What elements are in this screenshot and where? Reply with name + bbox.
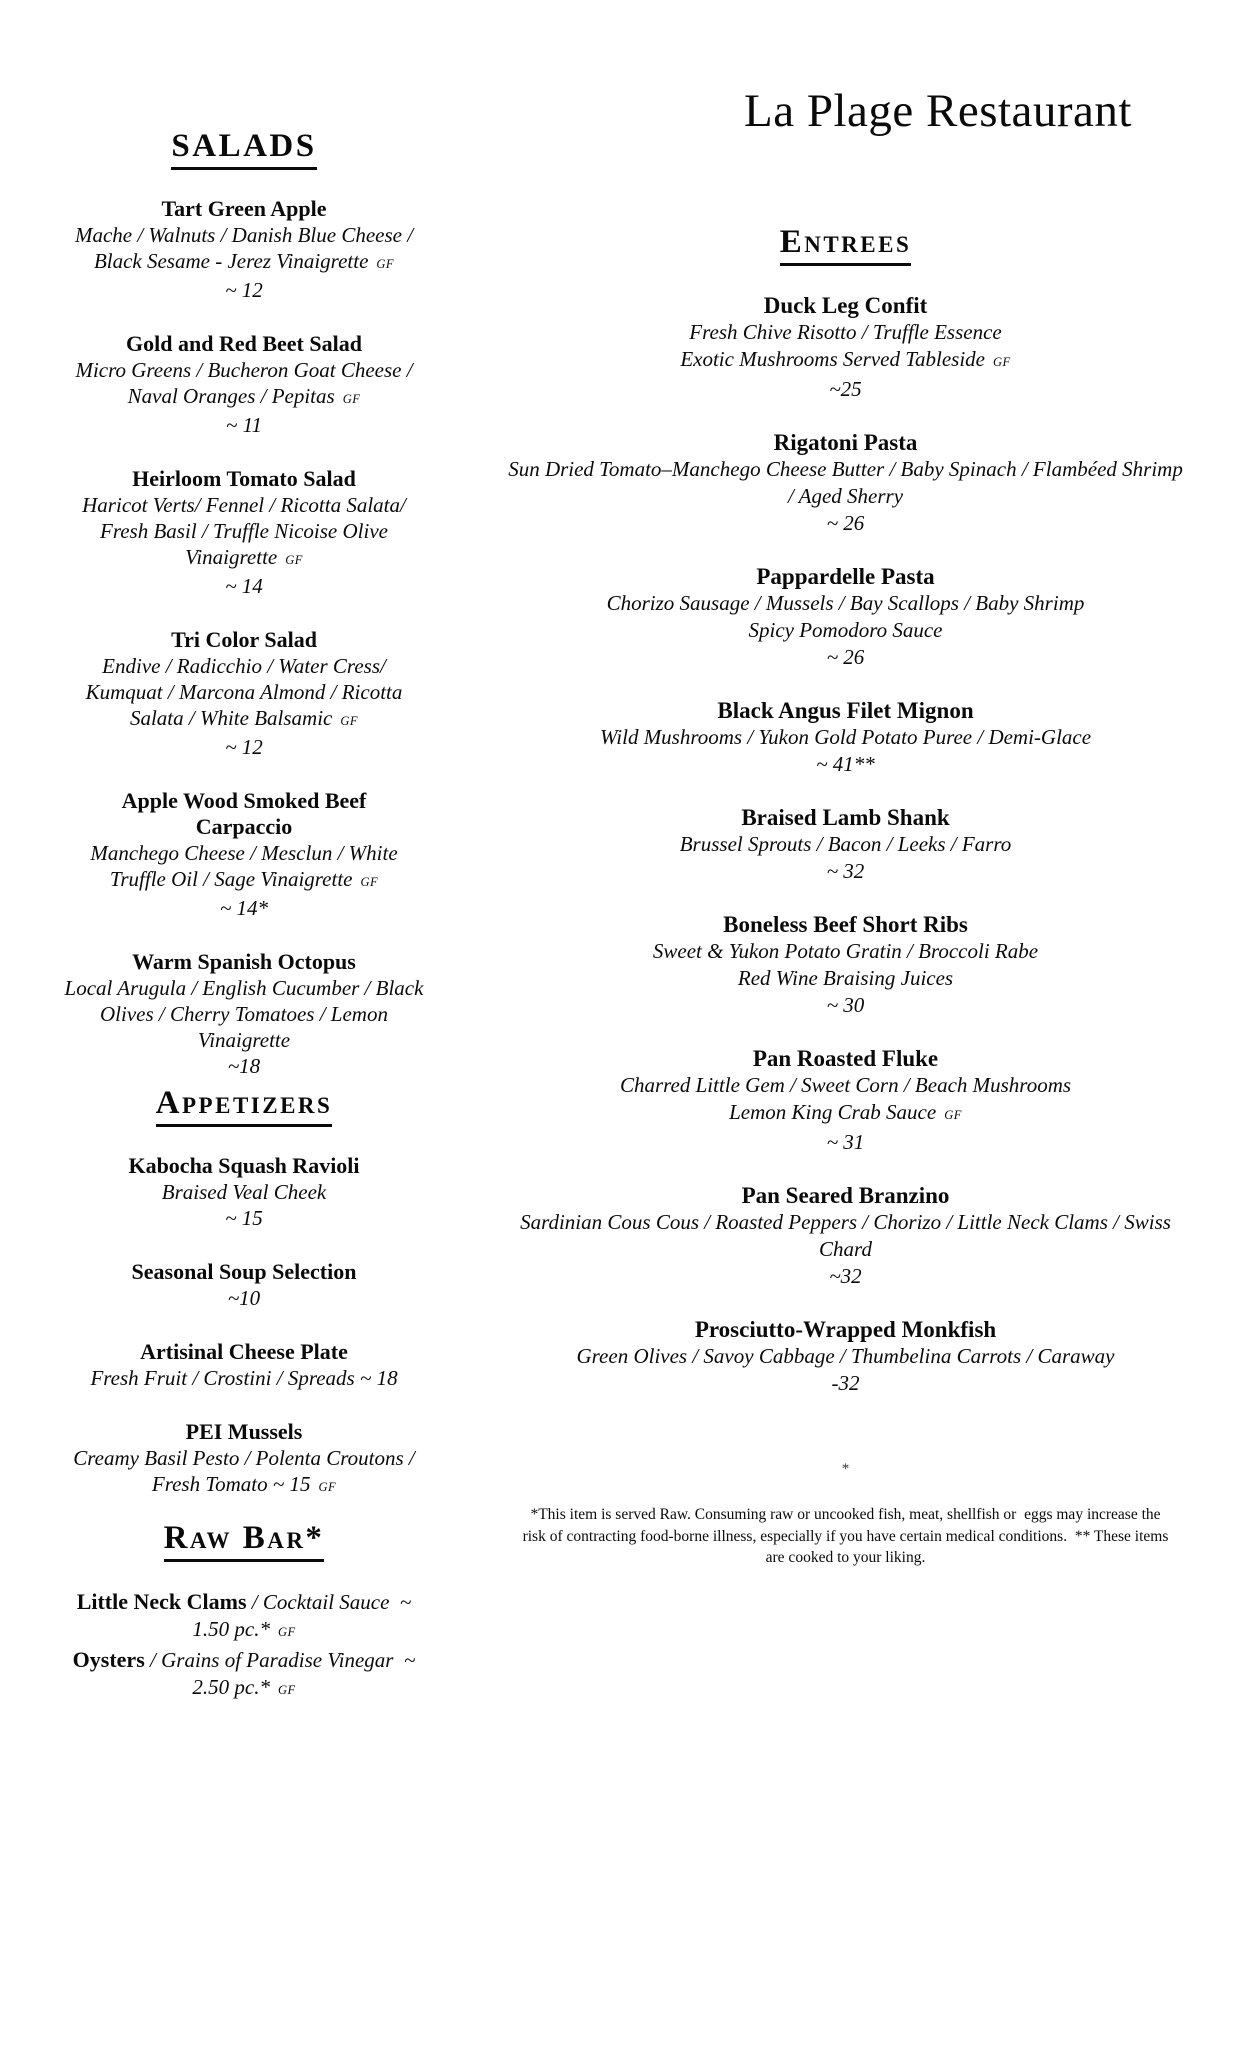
menu-section: [48, 1518, 440, 1704]
item-description: Brussel Sprouts / Bacon / Leeks / Farro: [679, 832, 1012, 856]
menu-item: [503, 804, 1188, 885]
item-name: Pappardelle Pasta: [756, 564, 935, 589]
item-price: ~ 31: [826, 1130, 865, 1154]
item-description: Braised Veal Cheek: [161, 1180, 327, 1204]
item-description: Haricot Verts/ Fennel / Ricotta Salata/: [82, 493, 406, 517]
menu-item: [48, 196, 440, 303]
item-description: Green Olives / Savoy Cabbage / Thumbelina Carrots / Caraway: [576, 1344, 1115, 1368]
item-description: Red Wine Braising Juices: [737, 966, 954, 990]
menu-item: [503, 1045, 1188, 1156]
menu-section: [48, 1083, 440, 1500]
entrees-item-list: [503, 292, 1188, 1397]
raw-item-description: / Cocktail Sauce ~: [246, 1590, 412, 1614]
item-name: Kabocha Squash Ravioli: [128, 1153, 360, 1178]
footnote: [503, 1504, 1188, 1569]
item-description: Naval Oranges / Pepitas GF: [127, 384, 361, 408]
gf-badge: GF: [285, 553, 303, 567]
item-description: Sardinian Cous Cous / Roasted Peppers / Chorizo / Little Neck Clams / Swiss: [520, 1210, 1171, 1234]
item-price: -32: [831, 1371, 860, 1395]
item-description: Creamy Basil Pesto / Polenta Croutons /: [73, 1446, 415, 1470]
item-price: ~ 26: [826, 645, 865, 669]
item-description: Exotic Mushrooms Served Tableside GF: [680, 347, 1011, 371]
item-price: ~ 26: [826, 511, 865, 535]
item-description: Spicy Pomodoro Sauce: [748, 618, 943, 642]
item-price: ~25: [829, 377, 862, 401]
gf-badge: GF: [944, 1108, 962, 1122]
section-heading: [48, 1518, 440, 1562]
item-description: Fresh Chive Risotto / Truffle Essence: [689, 320, 1002, 344]
item-name: Tri Color Salad: [171, 627, 317, 652]
section-heading-text: Appetizers: [156, 1083, 333, 1127]
item-description: Sun Dried Tomato–Manchego Cheese Butter / Baby Spinach / Flambéed Shrimp: [508, 457, 1183, 481]
item-description: Chorizo Sausage / Mussels / Bay Scallops / Baby Shrimp: [606, 591, 1085, 615]
item-name: Boneless Beef Short Ribs: [723, 912, 968, 937]
item-price: ~ 11: [225, 413, 263, 437]
gf-badge: GF: [376, 257, 395, 271]
gf-badge: GF: [992, 355, 1011, 369]
item-name: Braised Lamb Shank: [741, 805, 950, 830]
menu-item: [48, 466, 440, 599]
raw-item-name: Oysters: [72, 1647, 145, 1672]
raw-item-price: 1.50 pc.* GF: [192, 1617, 296, 1641]
item-price: ~18: [227, 1054, 261, 1078]
gf-badge: GF: [277, 1683, 296, 1697]
footnote-line: *This item is served Raw. Consuming raw or uncooked fish, meat, shellfish or eggs may increase the: [530, 1506, 1161, 1523]
item-price: ~ 32: [826, 859, 865, 883]
item-description: Truffle Oil / Sage Vinaigrette GF: [109, 867, 379, 891]
left-column: [48, 126, 440, 1704]
menu-item: [503, 1182, 1188, 1290]
raw-bar-item: [48, 1646, 440, 1674]
item-name: Pan Seared Branzino: [741, 1183, 950, 1208]
item-description: / Aged Sherry: [787, 484, 904, 508]
item-description: Micro Greens / Bucheron Goat Cheese /: [75, 358, 413, 382]
raw-item-name: Little Neck Clams: [76, 1589, 247, 1614]
item-description: Fresh Basil / Truffle Nicoise Olive: [100, 519, 388, 543]
item-price: ~ 12: [225, 735, 263, 759]
item-name: PEI Mussels: [185, 1419, 303, 1444]
item-description: Sweet & Yukon Potato Gratin / Broccoli Rabe: [652, 939, 1039, 963]
item-description: Mache / Walnuts / Danish Blue Cheese /: [74, 223, 414, 247]
item-price: ~32: [829, 1264, 862, 1288]
section-heading-entrees: [503, 222, 1188, 266]
gf-badge: GF: [342, 392, 361, 406]
menu-item: [48, 1153, 440, 1231]
menu-item: [503, 292, 1188, 403]
gf-badge: GF: [277, 1625, 296, 1639]
item-description: Black Sesame - Jerez Vinaigrette GF: [93, 249, 395, 273]
menu-item: [48, 1339, 440, 1391]
item-description: Kumquat / Marcona Almond / Ricotta: [85, 680, 403, 704]
item-description: Endive / Radicchio / Water Cress/: [102, 654, 386, 678]
section-heading-text: Entrees: [780, 222, 912, 266]
item-name: Duck Leg Confit: [763, 293, 928, 318]
gf-badge: GF: [340, 714, 359, 728]
footnote-line: risk of contracting food-borne illness, especially if you have certain medical conditions. ** These items: [522, 1527, 1169, 1545]
item-description: Manchego Cheese / Mesclun / White: [90, 841, 398, 865]
section-heading-text: SALADS: [171, 126, 316, 170]
item-name: Apple Wood Smoked Beef: [121, 788, 367, 813]
right-column: [503, 222, 1188, 1569]
item-name: Heirloom Tomato Salad: [132, 466, 356, 491]
item-price: ~ 30: [826, 993, 865, 1017]
footnote-star: *: [841, 1461, 850, 1477]
menu-item: [503, 697, 1188, 778]
item-description: Lemon King Crab Sauce GF: [729, 1100, 962, 1124]
item-name: Rigatoni Pasta: [773, 430, 918, 455]
section-heading-text: Raw Bar*: [164, 1518, 325, 1562]
menu-item: [48, 627, 440, 760]
item-description: Charred Little Gem / Sweet Corn / Beach Mushrooms: [619, 1073, 1072, 1097]
menu-item: [48, 1419, 440, 1500]
section-heading: [48, 1083, 440, 1127]
footnote-line: are cooked to your liking.: [765, 1549, 926, 1566]
menu-item: [48, 949, 440, 1079]
item-description: Salata / White Balsamic GF: [129, 706, 359, 730]
item-price: ~ 14: [225, 574, 263, 598]
item-name: Carpaccio: [195, 814, 293, 839]
restaurant-title: La Plage Restaurant: [744, 85, 1132, 137]
item-price: ~ 41**: [816, 752, 875, 776]
menu-item: [503, 911, 1188, 1019]
raw-item-description: / Grains of Paradise Vinegar ~: [144, 1648, 416, 1672]
raw-bar-item: [48, 1588, 440, 1616]
item-name: Seasonal Soup Selection: [131, 1259, 357, 1284]
item-name: Tart Green Apple: [161, 196, 327, 221]
menu-item: [503, 1316, 1188, 1397]
item-price: ~ 12: [225, 278, 263, 302]
item-name: Black Angus Filet Mignon: [717, 698, 974, 723]
raw-item-price: 2.50 pc.* GF: [192, 1675, 296, 1699]
section-heading: [48, 126, 440, 170]
item-name: Artisinal Cheese Plate: [140, 1339, 348, 1364]
item-price: ~10: [227, 1286, 261, 1310]
item-description: Olives / Cherry Tomatoes / Lemon: [100, 1002, 388, 1026]
menu-item: [48, 331, 440, 438]
menu-section: [48, 126, 440, 1079]
item-name: Gold and Red Beet Salad: [126, 331, 362, 356]
item-description: Local Arugula / English Cucumber / Black: [64, 976, 424, 1000]
item-name: Warm Spanish Octopus: [132, 949, 356, 974]
item-description: Wild Mushrooms / Yukon Gold Potato Puree / Demi-Glace: [599, 725, 1092, 749]
item-description: Fresh Tomato ~ 15 GF: [151, 1472, 337, 1496]
menu-item: [503, 563, 1188, 671]
menu-item: [48, 788, 440, 921]
menu-item: [48, 1259, 440, 1311]
item-description: Fresh Fruit / Crostini / Spreads ~ 18: [90, 1366, 398, 1390]
item-name: Pan Roasted Fluke: [752, 1046, 939, 1071]
item-price: ~ 15: [225, 1206, 263, 1230]
item-name: Prosciutto-Wrapped Monkfish: [694, 1317, 997, 1342]
gf-badge: GF: [360, 875, 379, 889]
item-description: Vinaigrette GF: [185, 545, 303, 569]
item-description: Chard: [819, 1237, 872, 1261]
item-price: ~ 14*: [219, 896, 269, 920]
gf-badge: GF: [318, 1480, 337, 1494]
item-description: Vinaigrette: [197, 1028, 291, 1052]
menu-item: [503, 429, 1188, 537]
